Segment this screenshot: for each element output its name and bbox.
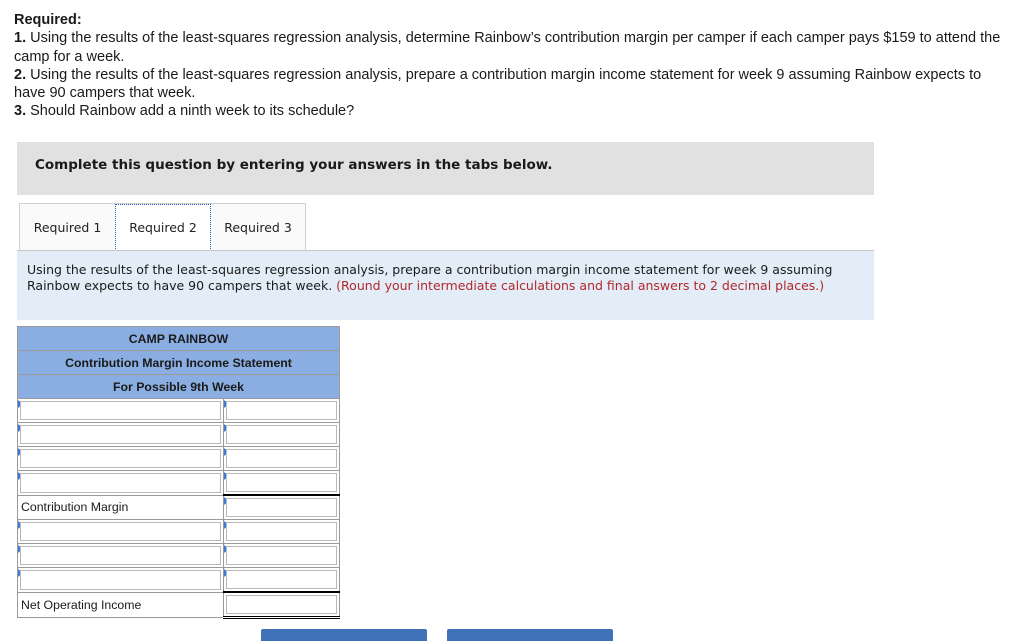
table-row bbox=[18, 399, 340, 423]
label-input-1[interactable] bbox=[20, 401, 221, 420]
statement-period: For Possible 9th Week bbox=[18, 375, 340, 399]
label-input-3[interactable] bbox=[20, 449, 221, 468]
tab-required-2[interactable]: Required 2 bbox=[115, 204, 211, 251]
net-operating-income-input[interactable] bbox=[226, 595, 337, 614]
table-row bbox=[18, 423, 340, 447]
table-row bbox=[18, 544, 340, 568]
banner-text: Complete this question by entering your answers in the tabs below. bbox=[35, 157, 553, 173]
next-tab-button[interactable] bbox=[447, 629, 613, 641]
amount-input-6[interactable] bbox=[226, 522, 337, 541]
net-operating-income-label: Net Operating Income bbox=[21, 597, 142, 612]
tab-required-3[interactable]: Required 3 bbox=[224, 220, 292, 235]
amount-input-8[interactable] bbox=[226, 570, 337, 589]
previous-tab-button[interactable] bbox=[261, 629, 427, 641]
statement-title: Contribution Margin Income Statement bbox=[18, 351, 340, 375]
tab-bar bbox=[19, 203, 306, 252]
requirements-heading: Required: bbox=[14, 12, 82, 28]
contribution-margin-input[interactable] bbox=[226, 498, 337, 517]
instructions-banner bbox=[17, 142, 874, 195]
label-input-4[interactable] bbox=[20, 473, 221, 493]
label-input-7[interactable] bbox=[20, 546, 221, 565]
contribution-margin-row bbox=[18, 495, 340, 520]
question-instruction bbox=[17, 251, 874, 320]
income-statement-table bbox=[17, 326, 340, 619]
requirement-3: 3. Should Rainbow add a ninth week to its schedule? bbox=[14, 103, 355, 120]
amount-input-4[interactable] bbox=[226, 473, 337, 492]
amount-input-7[interactable] bbox=[226, 546, 337, 565]
label-input-6[interactable] bbox=[20, 522, 221, 541]
label-input-8[interactable] bbox=[20, 570, 221, 590]
label-input-2[interactable] bbox=[20, 425, 221, 444]
table-row bbox=[18, 471, 340, 496]
table-row bbox=[18, 447, 340, 471]
table-row bbox=[18, 568, 340, 593]
instruction-note: (Round your intermediate calculations and final answers to 2 decimal places.) bbox=[336, 278, 825, 293]
tab-required-1[interactable]: Required 1 bbox=[33, 220, 102, 235]
requirements-block bbox=[14, 11, 1004, 121]
amount-input-1[interactable] bbox=[226, 401, 337, 420]
contribution-margin-label: Contribution Margin bbox=[21, 500, 129, 515]
table-row bbox=[18, 520, 340, 544]
amount-input-3[interactable] bbox=[226, 449, 337, 468]
requirement-2: 2. Using the results of the least-squares regression analysis, prepare a contribution margin income statement for week 9 assuming Rainbow expects to have 90 campers that week. bbox=[14, 66, 982, 102]
instruction-text: Using the results of the least-squares regression analysis, prepare a contribution margin income statement for week 9 assuming Rainbow expects to have 90 campers that week. bbox=[27, 262, 833, 293]
net-operating-income-row bbox=[18, 592, 340, 618]
statement-company: CAMP RAINBOW bbox=[18, 327, 340, 351]
requirement-1: 1. Using the results of the least-squares regression analysis, determine Rainbow’s contribution margin per camper if each camper pays $159 to attend the camp for a week. bbox=[14, 30, 1001, 65]
amount-input-2[interactable] bbox=[226, 425, 337, 444]
